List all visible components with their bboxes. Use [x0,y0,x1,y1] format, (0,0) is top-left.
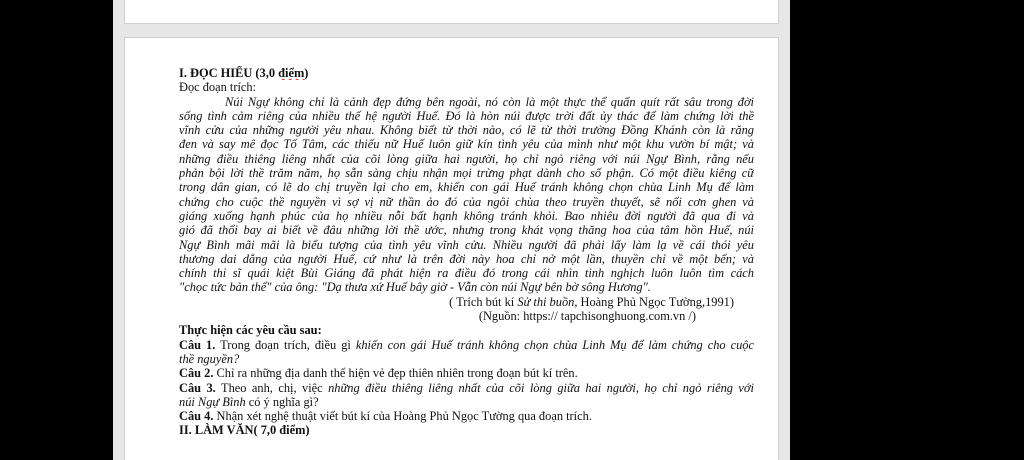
excerpt-source: (Nguồn: https:// tapchisonghuong.com.vn /) [478,309,696,324]
section-1-heading-text: I. ĐỌC HIỂU (3,0 [179,66,279,80]
citation-work-title: Sử thi buồn [517,294,575,309]
question-4 [179,409,754,423]
question-1-mark: ? [233,351,240,366]
excerpt-line: Núi Ngự không chỉ là cảnh đẹp đứng bên ngoài, nó còn là một thực thể quấn quít rất sâu trong đời [225,94,754,109]
question-4-text: Nhận xét nghệ thuật viết bút kí của Hoàng Phủ Ngọc Tường qua đoạn trích. [213,409,592,424]
excerpt-line: giáng xuống hạnh phúc của họ nhiều nỗi bất hạnh không tránh khỏi. Bao nhiêu đời người đã qua đi và [179,208,754,223]
question-2-text: Chỉ ra những địa danh thể hiện vẻ đẹp thiên nhiên trong đoạn bút kí trên. [213,366,578,381]
question-1-text: Trong đoạn trích, điều gì [215,337,356,352]
question-3-label: Câu 3. [179,380,216,395]
section-1-heading [179,66,754,80]
excerpt-line: trong dân gian, có lẽ do chị truyền lại cho em, khiến con gái Huế tránh không chọn chùa Linh Mụ để làm [179,180,754,195]
excerpt-citation [179,295,754,309]
excerpt-line: "chọc tức bản thể" của ông: "Dạ thưa xứ Huế bây giờ - Vẫn còn núi Ngự bên bờ sông Hương". [179,280,651,295]
question-3-text-end: có ý nghĩa gì? [245,394,319,409]
question-3 [179,381,754,410]
question-3-line [179,395,754,409]
excerpt-line: chứng cho cuộc thề nguyền vì sợ vị nữ thần ảo đó của ngôi chùa theo truyền thuyết, sẽ nổi cơn ghen và [179,194,754,209]
document-page [124,37,779,460]
document-viewer[interactable] [113,0,790,460]
excerpt-line: đen và say mê đọc Tố Tâm, các thiếu nữ Huế luôn giữ kín tình yêu của mình như một khu vườn bí mật; và [179,137,754,152]
excerpt-line: những điều thiêng liêng nhất của cõi lòng giữa hai người, họ chỉ ngỏ riêng với núi Ngự Bình, rằng nếu [179,151,754,166]
tasks-heading: Thực hiện các yêu cầu sau: [179,323,322,338]
excerpt-line: Ngự Bình mãi mãi là biểu tượng của tình yêu vĩnh cửu. Nhiều người đã phải lấy làm lạ về cái thói yêu [179,237,754,252]
excerpt-line: gió đã thổi bay ai biết về đâu những lời thề ước, nhưng trong khát vọng thăng hoa của tâm hồn Huế, núi [179,223,754,238]
question-1-line [179,338,754,352]
page-content [179,66,754,438]
excerpt-line: chính thi sĩ quái kiệt Bùi Giáng đã phát hiện ra điều đó trong cái nhìn tinh nghịch luôn luôn tìm cách [179,266,754,281]
question-3-text: Theo anh, chị, việc [215,380,329,395]
section-1-intro: Đọc đoạn trích: [179,80,257,95]
citation-author: , Hoàng Phủ Ngọc Tường,1991) [574,294,734,309]
excerpt-line: sống tình cảm riêng của nhiều thế hệ người Huế. Đó là hòn núi được trời đất ủy thác để làm chứng lời thề [179,108,754,123]
question-4-label: Câu 4. [179,409,214,424]
section-1-heading-score: điểm [278,66,305,80]
excerpt-line: phản bội lời thề trăm năm, họ sẵn sàng chịu nhận mọi trừng phạt dành cho số phận. Có một điều kiêng cữ [179,166,754,181]
question-1-quote: khiến con gái Huế tránh không chọn chùa Linh Mụ để làm chứng cho cuộc [355,337,754,352]
question-1 [179,338,754,367]
question-3-line [179,381,754,395]
section-2-heading: II. LÀM VĂN( 7,0 điểm) [179,423,310,438]
question-1-quote-end: thề nguyền [179,351,234,366]
excerpt-line: thương dai dẳng của người Huế, cứ như là trên đời này hoa chỉ nở một lần, thuyền chỉ về một bến; và [179,251,754,266]
question-1-line [179,352,754,366]
question-3-quote: những điều thiêng liêng nhất của cõi lòng giữa hai người, họ chỉ ngỏ riêng với [328,380,754,395]
excerpt-line: vĩnh cửu của những người yêu nhau. Không biết từ thời nào, có lẽ từ thời trường Đồng Khánh còn là răng [179,123,754,138]
question-2-label: Câu 2. [179,366,214,381]
question-2 [179,366,754,380]
section-1-heading-close: ) [304,66,309,80]
excerpt [179,95,754,295]
previous-page [124,0,779,24]
question-1-label: Câu 1. [179,337,216,352]
question-3-quote-end: núi Ngự Bình [179,394,246,409]
citation-open: ( Trích bút kí [449,294,518,309]
